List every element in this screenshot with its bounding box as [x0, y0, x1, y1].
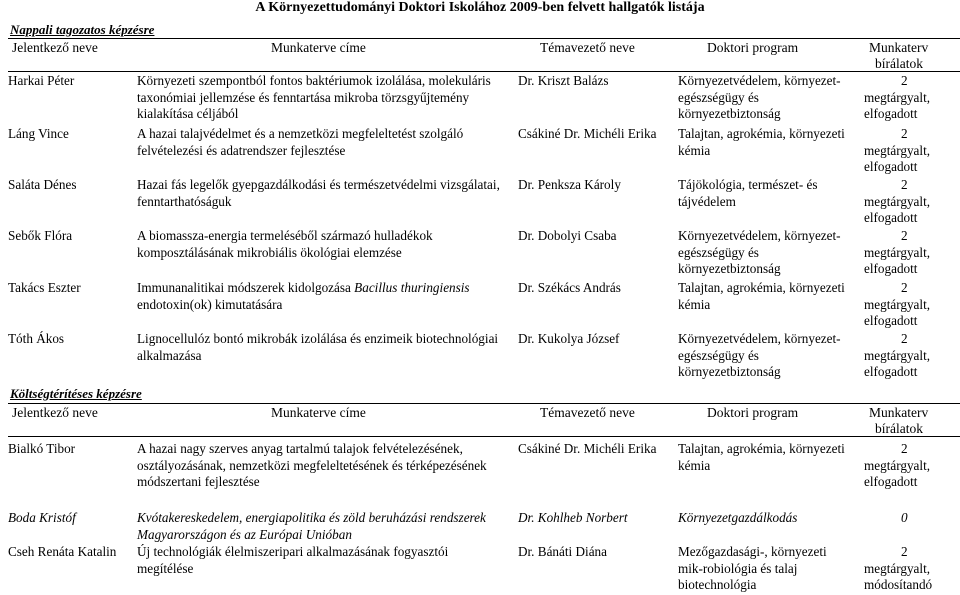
- reviews-count: 2: [901, 177, 908, 192]
- doctoral-program: Tájökológia, természet- és tájvédelem: [678, 177, 818, 209]
- col-header-supervisor: Témavezető neve: [540, 40, 635, 55]
- reviews-count: 2: [901, 73, 908, 88]
- reviews: [864, 228, 960, 278]
- plan-title: Új technológiák élelmiszeripari alkalmazásának fogyasztói megítélése: [137, 544, 449, 576]
- reviews: [864, 280, 960, 330]
- reviews: [864, 441, 960, 491]
- col-header-plan-title: Munkaterve címe: [271, 40, 366, 55]
- page-title: A Környezettudományi Doktori Iskolához 2009-ben felvett hallgatók listája: [255, 0, 705, 15]
- supervisor-name: Dr. Székács András: [518, 280, 621, 295]
- supervisor-name: Dr. Kukolya József: [518, 331, 620, 346]
- applicant-name: Tóth Ákos: [8, 331, 65, 346]
- section-title-selffunded: Költségtérítéses képzésre: [10, 386, 142, 401]
- doctoral-program: Környezetvédelem, környezet-egészségügy és környezetbiztonság: [678, 73, 841, 122]
- reviews-status: megtárgyalt, elfogadott: [864, 193, 931, 226]
- header-bottom-rule: [8, 71, 960, 72]
- reviews-count: 2: [901, 441, 908, 456]
- col-header-program: Doktori program: [707, 405, 799, 420]
- reviews: [864, 544, 960, 594]
- col-header-applicant: Jelentkező neve: [12, 40, 98, 55]
- reviews-count: 2: [901, 126, 908, 141]
- reviews-count: 2: [901, 544, 908, 559]
- doctoral-program: Környezetvédelem, környezet-egészségügy és környezetbiztonság: [678, 228, 841, 277]
- applicant-name: Cseh Renáta Katalin: [8, 544, 117, 559]
- plan-title: Kvótakereskedelem, energiapolitika és zöld beruházási rendszerek Magyarországon és az Európai Unióban: [137, 510, 486, 542]
- applicant-name: Bialkó Tibor: [8, 441, 76, 456]
- plan-title: [137, 280, 507, 313]
- header-bottom-rule: [8, 436, 960, 437]
- header-top-rule: [8, 403, 960, 404]
- reviews-status: megtárgyalt, elfogadott: [864, 296, 931, 329]
- doctoral-program: Talajtan, agrokémia, környezeti kémia: [678, 441, 845, 473]
- col-header-reviews-1: Munkaterv: [869, 40, 929, 55]
- supervisor-name: Dr. Penksza Károly: [518, 177, 621, 192]
- applicant-name: Takács Eszter: [8, 280, 81, 295]
- col-header-reviews-2: bírálatok: [875, 421, 923, 436]
- col-header-applicant: Jelentkező neve: [12, 405, 98, 420]
- supervisor-name: Dr. Kohlheb Norbert: [518, 510, 628, 525]
- doctoral-program: Környezetgazdálkodás: [678, 510, 798, 525]
- reviews-status: megtárgyalt, elfogadott: [864, 142, 931, 175]
- reviews-status: megtárgyalt, módosítandó: [864, 560, 933, 593]
- reviews-count: 2: [901, 331, 908, 346]
- applicant-name: Boda Kristóf: [8, 510, 76, 525]
- doctoral-program: Talajtan, agrokémia, környezeti kémia: [678, 280, 845, 312]
- col-header-program: Doktori program: [707, 40, 799, 55]
- col-header-supervisor: Témavezető neve: [540, 405, 635, 420]
- supervisor-name: Dr. Bánáti Diána: [518, 544, 607, 559]
- doctoral-program: Mezőgazdasági-, környezeti mik-robiológia és talaj biotechnológia: [678, 544, 827, 593]
- applicant-name: Harkai Péter: [8, 73, 75, 88]
- plan-title-species: Bacillus thuringiensis: [354, 280, 470, 295]
- reviews-count: 2: [901, 228, 908, 243]
- col-header-reviews-1: Munkaterv: [869, 405, 929, 420]
- applicant-name: Láng Vince: [8, 126, 69, 141]
- plan-title: A hazai nagy szerves anyag tartalmú talajok felvételezésének, osztályozásának, nemzetközi megfeleltetésének és térképezésének módszertani fejlesztése: [137, 441, 487, 490]
- plan-title: A hazai talajvédelmet és a nemzetközi megfeleltetést szolgáló felvételezési és adatrendszer fejlesztése: [137, 126, 464, 158]
- reviews-count: 2: [901, 280, 908, 295]
- table-header-daytime: [0, 38, 960, 72]
- section-title-daytime: Nappali tagozatos képzésre: [10, 22, 155, 37]
- reviews: [864, 177, 960, 227]
- reviews: [864, 73, 960, 123]
- applicant-name: Saláta Dénes: [8, 177, 77, 192]
- reviews: [864, 510, 960, 527]
- plan-title: Környezeti szempontból fontos baktériumok izolálása, molekuláris taxonómiai jellemzése és fenntartása mikroba törzsgyűjtemény kialakítása céljából: [137, 73, 491, 122]
- plan-title: A biomassza-energia termeléséből származó hulladékok komposztálásának mikrobiális ökológiai elemzése: [137, 228, 433, 260]
- reviews-count: 0: [901, 510, 908, 525]
- col-header-reviews-2: bírálatok: [875, 56, 923, 71]
- plan-title: Lignocellulóz bontó mikrobák izolálása és enzimeik biotechnológiai alkalmazása: [137, 331, 499, 363]
- reviews-status: megtárgyalt, elfogadott: [864, 347, 931, 380]
- reviews: [864, 126, 960, 176]
- reviews-status: megtárgyalt, elfogadott: [864, 244, 931, 277]
- plan-title-text: Immunanalitikai módszerek kidolgozása: [137, 280, 355, 295]
- supervisor-name: Dr. Kriszt Balázs: [518, 73, 609, 88]
- supervisor-name: Csákiné Dr. Michéli Erika: [518, 441, 657, 456]
- reviews-status: megtárgyalt, elfogadott: [864, 457, 931, 490]
- doctoral-program: Környezetvédelem, környezet-egészségügy és környezetbiztonság: [678, 331, 841, 380]
- reviews: [864, 331, 960, 381]
- supervisor-name: Dr. Dobolyi Csaba: [518, 228, 617, 243]
- col-header-plan-title: Munkaterve címe: [271, 405, 366, 420]
- plan-title: Hazai fás legelők gyepgazdálkodási és természetvédelmi vizsgálatai, fenntarthatóságuk: [137, 177, 500, 209]
- header-top-rule: [8, 38, 960, 39]
- applicant-name: Sebők Flóra: [8, 228, 73, 243]
- reviews-status: megtárgyalt, elfogadott: [864, 89, 931, 122]
- table-header-selffunded: [0, 403, 960, 437]
- doctoral-program: Talajtan, agrokémia, környezeti kémia: [678, 126, 845, 158]
- plan-title-text-end: endotoxin(ok) kimutatására: [137, 296, 283, 312]
- supervisor-name: Csákiné Dr. Michéli Erika: [518, 126, 657, 141]
